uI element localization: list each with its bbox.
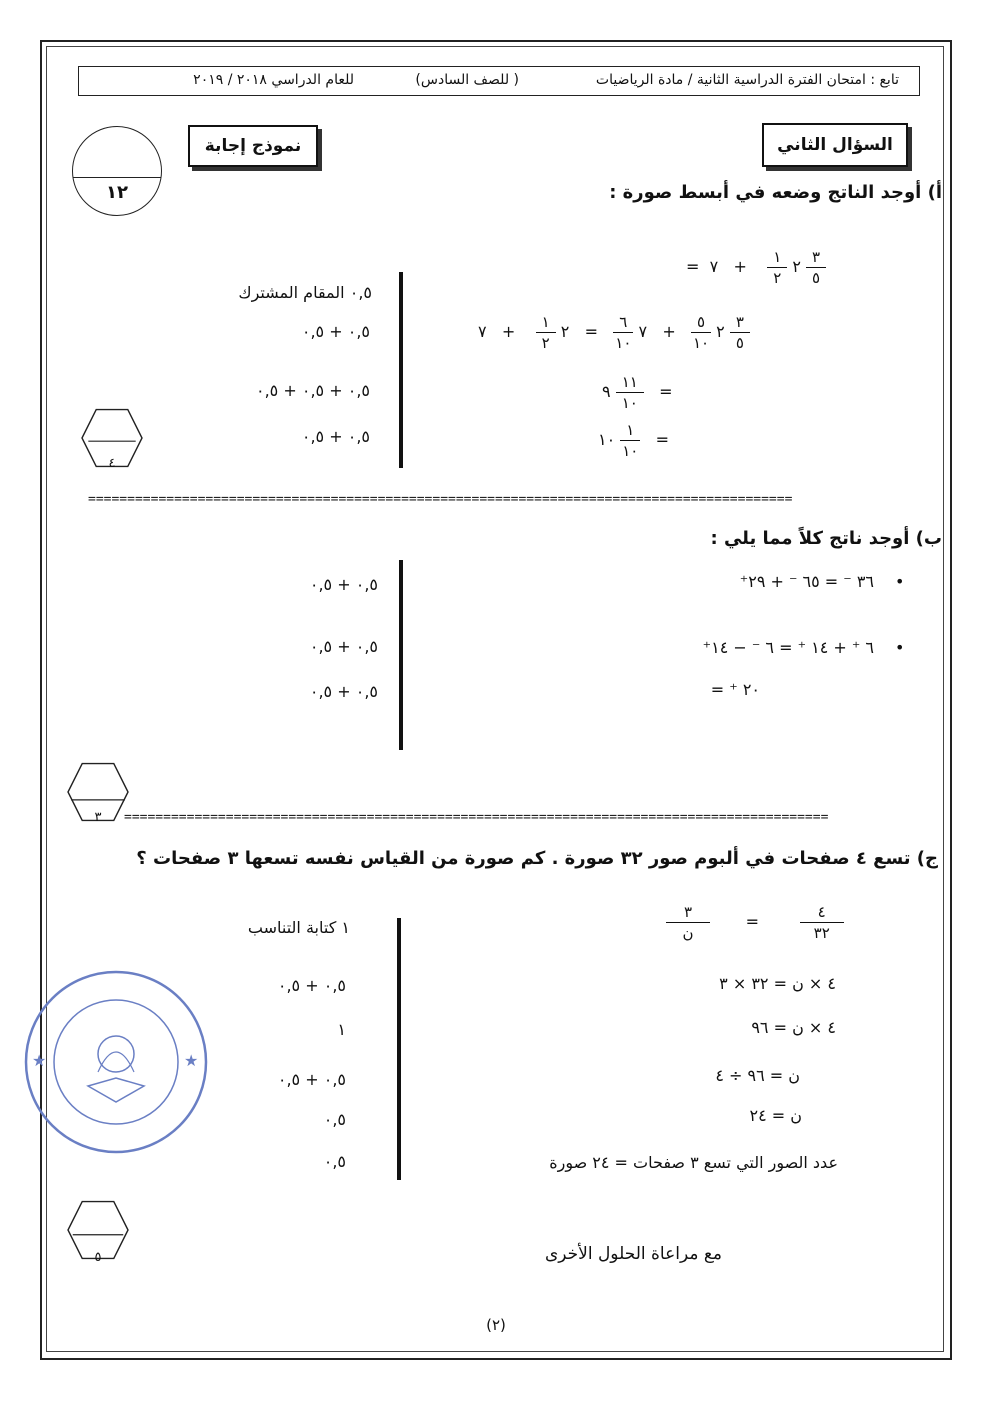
total-score: ١٢ <box>106 182 128 203</box>
official-stamp <box>18 962 214 1162</box>
l2-d1: ٥ <box>735 334 744 352</box>
l1-w1: ٧ <box>709 257 719 276</box>
prop-d2: ن <box>682 924 694 942</box>
other-solutions-note: مع مراعاة الحلول الأخرى <box>544 1244 722 1264</box>
part-b-prompt: ب) أوجد ناتج كلاً مما يلي : <box>710 528 942 549</box>
answer-model-label: نموذج إجابة <box>188 125 318 167</box>
part-c-mark-6: ٠,٥ <box>323 1152 346 1171</box>
l1-eq: = <box>686 257 700 276</box>
part-a-line-4 <box>598 420 669 461</box>
part-c-step-4: ن = ٢٤ <box>749 1106 802 1125</box>
part-a-line-2 <box>478 312 750 353</box>
part-a-mark-3: ٠,٥ + ٠,٥ + ٠,٥ <box>256 381 370 400</box>
l4-n: ١ <box>620 420 640 441</box>
part-c-proportion <box>666 902 844 943</box>
part-a-mark-4: ٠,٥ + ٠,٥ <box>301 427 370 446</box>
header-grade: ( للصف السادس) <box>415 72 519 88</box>
part-c-step-3: ن = ٩٦ ÷ ٤ <box>715 1066 800 1085</box>
part-c-step-2: ٤ × ن = ٩٦ <box>751 1018 836 1037</box>
part-a-prompt: أ) أوجد الناتج وضعه في أبسط صورة : <box>609 182 942 203</box>
l3-n: ١١ <box>616 372 644 393</box>
l2-d2: ٢ <box>541 334 550 352</box>
prop-eq: = <box>745 912 760 931</box>
l2-plus2: + <box>501 322 516 341</box>
prop-d1: ٣٢ <box>813 924 830 942</box>
part-b-line-2: ٦ ⁺ + ١٤ ⁺ = ٦ ⁻ − ١٤⁺ <box>702 638 874 657</box>
header-year: للعام الدراسي ٢٠١٨ / ٢٠١٩ <box>193 72 354 88</box>
l4-w: ١٠ <box>598 430 616 449</box>
question-title: السؤال الثاني <box>762 123 908 167</box>
part-b-mark-3: ٠,٥ + ٠,٥ <box>309 682 378 701</box>
part-c-mark-4: ٠,٥ + ٠,٥ <box>277 1070 346 1089</box>
part-c-mark-3: ١ <box>337 1020 346 1039</box>
part-c-step-1: ٤ × ن = ٣٢ × ٣ <box>719 974 836 993</box>
l3-eq: = <box>659 382 673 401</box>
l2-n4: ٦ <box>613 312 633 333</box>
part-a-mark-2: ٠,٥ + ٠,٥ <box>301 322 370 341</box>
svg-text:★: ★ <box>32 1051 47 1070</box>
l1-n1: ٣ <box>806 247 826 268</box>
part-a-line-1 <box>686 247 826 288</box>
part-b-score: ٣ <box>94 810 102 825</box>
l2-d4: ١٠ <box>615 334 632 352</box>
l1-plus: + <box>733 257 747 276</box>
l2-w4: ٧ <box>638 322 648 341</box>
total-score-circle <box>72 126 162 216</box>
part-c-score: ٥ <box>94 1250 102 1265</box>
l2-w3: ٢ <box>716 322 725 341</box>
header-continued: تابع : امتحان الفترة الدراسية الثانية / مادة الرياضيات <box>595 72 899 88</box>
part-a-divider <box>399 272 403 468</box>
part-c-step-5: عدد الصور التي تسع ٣ صفحات = ٢٤ صورة <box>549 1153 838 1172</box>
l2-d3: ١٠ <box>692 334 710 352</box>
part-c-mark-5: ٠,٥ <box>323 1110 346 1129</box>
part-a-line-3 <box>602 372 672 413</box>
l2-w2: ٢ <box>560 322 570 341</box>
part-c-mark-2: ٠,٥ + ٠,٥ <box>277 976 346 995</box>
l2-n2: ١ <box>536 312 556 333</box>
part-c-mark-1: ١ كتابة التناسب <box>247 918 350 937</box>
exam-header <box>78 66 920 96</box>
part-a-mark-1: ٠,٥ المقام المشترك <box>238 283 372 302</box>
part-c-prompt: ج) تسع ٤ صفحات في ألبوم صور ٣٢ صورة . كم صورة من القياس نفسه تسعها ٣ صفحات ؟ <box>136 848 938 869</box>
part-a-score: ٤ <box>108 456 116 471</box>
part-b-line-1: ٣٦ ⁻ = ٦٥ ⁻ + ٢٩⁺ <box>739 572 874 591</box>
l1-d1: ٥ <box>812 269 821 287</box>
l3-d: ١٠ <box>621 394 638 412</box>
l3-w: ٩ <box>602 382 611 401</box>
l1-d2: ٢ <box>773 269 782 287</box>
separator-1: ========================================================================================== <box>88 492 793 507</box>
part-b-line-3: ٢٠ ⁺ = <box>710 680 760 699</box>
part-b-divider <box>399 560 403 750</box>
l4-eq: = <box>655 430 670 449</box>
l1-w2: ٢ <box>792 257 801 276</box>
part-b-bullet-1: • <box>895 572 905 591</box>
l2-n1: ٣ <box>730 312 750 333</box>
l4-d: ١٠ <box>622 442 639 460</box>
part-b-mark-2: ٠,٥ + ٠,٥ <box>309 637 378 656</box>
l2-n3: ٥ <box>691 312 711 333</box>
prop-n1: ٤ <box>800 902 844 923</box>
l2-w1: ٧ <box>478 322 487 341</box>
svg-text:★: ★ <box>184 1051 199 1070</box>
page-number: (٢) <box>486 1316 506 1334</box>
prop-n2: ٣ <box>666 902 710 923</box>
part-b-bullet-2: • <box>895 638 905 657</box>
separator-2: ========================================================================================== <box>124 810 829 825</box>
l1-n2: ١ <box>767 247 787 268</box>
l2-plus1: + <box>662 322 676 341</box>
l2-eq: = <box>584 322 599 341</box>
part-c-divider <box>397 918 401 1180</box>
part-b-mark-1: ٠,٥ + ٠,٥ <box>309 575 378 594</box>
